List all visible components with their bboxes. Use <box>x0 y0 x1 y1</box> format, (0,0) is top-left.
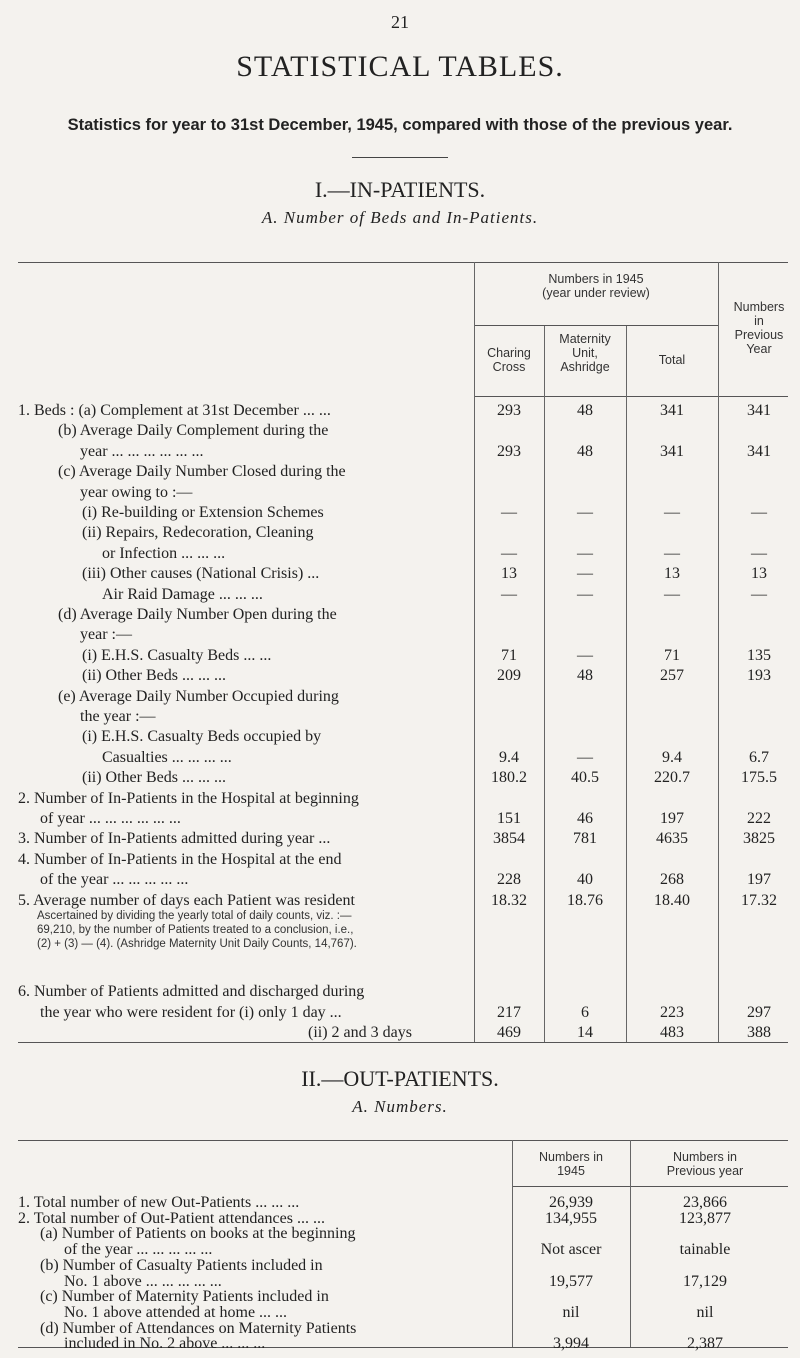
cell-value: 17.32 <box>741 891 777 909</box>
header-numbers-1945: Numbers in 1945 (year under review) <box>542 272 650 300</box>
table-row <box>0 788 800 810</box>
table-row <box>0 981 800 1003</box>
cell-value: 134,955 <box>545 1209 597 1227</box>
row-label: year :— <box>80 626 132 644</box>
table-row <box>0 441 800 463</box>
cell-value: — <box>751 585 767 603</box>
cell-value: 48 <box>577 402 593 419</box>
table-row <box>0 604 800 626</box>
table-row <box>0 522 800 544</box>
cell-value: 13 <box>664 565 680 583</box>
row-label: 6. Number of Patients admitted and discharged during <box>18 983 365 1000</box>
table-row <box>0 400 800 422</box>
page-subtitle: Statistics for year to 31st December, 1945, compared with those of the previous year. <box>67 116 733 134</box>
table-row <box>0 808 800 830</box>
cell-value: 4635 <box>656 830 688 848</box>
row-label: 3. Number of In-Patients admitted during year ... <box>18 830 331 848</box>
cell-value: — <box>501 544 517 562</box>
row-label: (i) E.H.S. Casualty Beds occupied by <box>82 728 322 746</box>
row-label: (b) Average Daily Complement during the <box>58 422 329 440</box>
inpatients-subheading: A. Number of Beds and In-Patients. <box>261 208 539 227</box>
row-label: (a) Number of Patients on books at the beginning <box>40 1225 356 1243</box>
average-days-note: Ascertained by dividing the yearly total of daily counts, viz. :— 69,210, by the number of Patients treated to a conclusion, i.e., (2) + (3) — (4). (Ashridge Maternity Unit Daily Counts, 14,767). <box>37 910 357 950</box>
table-row <box>0 686 800 708</box>
cell-value: 40.5 <box>571 769 599 787</box>
cell-value: 71 <box>664 646 680 664</box>
cell-value: 257 <box>660 667 684 685</box>
cell-value: 293 <box>497 402 521 419</box>
header-out-1945: Numbers in 1945 <box>539 1150 603 1178</box>
table2-top-rule <box>18 1140 788 1141</box>
cell-value: 48 <box>577 442 593 460</box>
header-previous-year: Numbers in Previous Year <box>733 300 785 356</box>
row-label: No. 1 above ... ... ... ... ... <box>64 1272 222 1290</box>
header-out-previous: Numbers in Previous year <box>666 1150 744 1178</box>
cell-value: 341 <box>747 402 771 419</box>
row-label: 2. Number of In-Patients in the Hospital at beginning <box>18 789 359 807</box>
row-label: 1. Beds : (a) Complement at 31st December ... ... <box>18 402 331 419</box>
cell-value: — <box>577 504 593 521</box>
cell-value: 193 <box>747 667 771 685</box>
row-label: of the year ... ... ... ... ... <box>40 871 189 889</box>
cell-value: 6 <box>581 1003 589 1021</box>
table-row <box>0 869 800 891</box>
outpatients-subheading: A. Numbers. <box>352 1097 448 1116</box>
row-label: (ii) Repairs, Redecoration, Cleaning <box>82 524 314 542</box>
table-row <box>0 624 800 646</box>
inpatients-heading: I.—IN-PATIENTS. <box>314 177 486 202</box>
row-label: of year ... ... ... ... ... ... <box>40 810 181 827</box>
row-label: 1. Total number of new Out-Patients ... ... ... <box>18 1194 300 1211</box>
cell-value: 180.2 <box>491 769 527 787</box>
cell-value: 48 <box>577 667 593 685</box>
row-label: of the year ... ... ... ... ... <box>64 1241 213 1259</box>
cell-value: — <box>577 565 593 583</box>
row-label: 5. Average number of days each Patient was resident <box>18 891 355 909</box>
cell-value: 483 <box>660 1024 684 1041</box>
row-label: Air Raid Damage ... ... ... <box>102 585 263 603</box>
table-row <box>0 767 800 789</box>
table2-header-rule <box>512 1186 788 1187</box>
cell-value: 3854 <box>493 830 525 848</box>
cell-value: 71 <box>501 646 517 664</box>
cell-value: 151 <box>497 810 521 827</box>
row-label: the year who were resident for (i) only 1 day ... <box>40 1003 342 1021</box>
cell-value: 13 <box>501 565 517 583</box>
table-row <box>0 420 800 442</box>
cell-value: — <box>664 544 680 562</box>
cell-value: 469 <box>497 1024 521 1041</box>
cell-value: 18.40 <box>654 891 690 909</box>
cell-value: 175.5 <box>741 769 777 787</box>
row-label: year owing to :— <box>80 483 193 501</box>
row-label: the year :— <box>80 708 156 725</box>
cell-value: 3,994 <box>553 1335 589 1353</box>
cell-value: — <box>501 504 517 521</box>
table-row <box>0 665 800 687</box>
row-label: (ii) 2 and 3 days <box>308 1024 412 1041</box>
row-label: (d) Average Daily Number Open during the <box>58 606 337 623</box>
table-row <box>0 563 800 585</box>
cell-value: 297 <box>747 1003 771 1021</box>
cell-value: — <box>577 544 593 562</box>
cell-value: 9.4 <box>662 748 682 766</box>
cell-value: 40 <box>577 871 593 889</box>
header-charing-cross: Charing Cross <box>487 346 531 374</box>
table-row <box>0 482 800 504</box>
row-label: 2. Total number of Out-Patient attendances ... ... <box>18 1209 325 1227</box>
cell-value: 293 <box>497 442 521 460</box>
cell-value: — <box>577 646 593 664</box>
table1-group-rule <box>474 325 718 326</box>
cell-value: 197 <box>660 810 684 827</box>
row-label: (i) Re-building or Extension Schemes <box>82 504 324 521</box>
row-label: (ii) Other Beds ... ... ... <box>82 667 226 685</box>
table-row <box>0 828 800 850</box>
cell-value: 220.7 <box>654 769 690 787</box>
row-label: (i) E.H.S. Casualty Beds ... ... <box>82 646 272 664</box>
cell-value: — <box>751 544 767 562</box>
cell-value: 197 <box>747 871 771 889</box>
row-label: 4. Number of In-Patients in the Hospital at the end <box>18 850 342 868</box>
outpatients-heading: II.—OUT-PATIENTS. <box>301 1066 499 1091</box>
cell-value: 228 <box>497 871 521 889</box>
row-label: (e) Average Daily Number Occupied during <box>58 687 339 705</box>
row-label: (b) Number of Casualty Patients included in <box>40 1256 323 1274</box>
table-row <box>0 1002 800 1024</box>
table-row <box>0 584 800 606</box>
cell-value: — <box>751 504 767 521</box>
cell-value: — <box>664 585 680 603</box>
row-label: (c) Average Daily Number Closed during the <box>58 463 346 481</box>
cell-value: 19,577 <box>549 1272 593 1290</box>
table-row <box>0 502 800 524</box>
cell-value: nil <box>696 1303 714 1321</box>
table-row <box>0 706 800 728</box>
cell-value: 3825 <box>743 830 775 848</box>
cell-value: Not ascer <box>540 1241 602 1259</box>
cell-value: tainable <box>679 1241 731 1259</box>
table-row <box>0 1333 800 1355</box>
row-label: (ii) Other Beds ... ... ... <box>82 769 226 787</box>
cell-value: 123,877 <box>679 1209 731 1227</box>
row-label: (d) Number of Attendances on Maternity Patients <box>40 1319 357 1337</box>
page-title: STATISTICAL TABLES. <box>236 50 564 83</box>
cell-value: 781 <box>573 830 597 848</box>
title-rule <box>352 157 448 158</box>
row-label: year ... ... ... ... ... ... <box>80 442 204 460</box>
row-label: Casualties ... ... ... ... <box>102 748 232 766</box>
table-row <box>0 1022 800 1044</box>
row-label: included in No. 2 above ... ... ... <box>64 1335 266 1353</box>
cell-value: — <box>664 504 680 521</box>
cell-value: 341 <box>747 442 771 460</box>
cell-value: 26,939 <box>549 1194 593 1211</box>
row-label: or Infection ... ... ... <box>102 544 226 562</box>
table-row <box>0 726 800 748</box>
cell-value: 14 <box>577 1024 593 1041</box>
cell-value: 388 <box>747 1024 771 1041</box>
table-row <box>0 543 800 565</box>
table1-top-rule <box>18 262 788 263</box>
cell-value: 341 <box>660 442 684 460</box>
cell-value: 135 <box>747 646 771 664</box>
cell-value: 223 <box>660 1003 684 1021</box>
table1-header-rule <box>474 396 788 397</box>
cell-value: 23,866 <box>683 1194 727 1211</box>
table-row <box>0 849 800 871</box>
cell-value: 341 <box>660 402 684 419</box>
cell-value: 217 <box>497 1003 521 1021</box>
cell-value: — <box>577 585 593 603</box>
table-row <box>0 461 800 483</box>
cell-value: nil <box>562 1303 580 1321</box>
row-label: No. 1 above attended at home ... ... <box>64 1303 288 1321</box>
cell-value: — <box>577 748 593 766</box>
cell-value: — <box>501 585 517 603</box>
table-row <box>0 747 800 769</box>
cell-value: 9.4 <box>499 748 519 766</box>
row-label: (c) Number of Maternity Patients included in <box>40 1288 329 1306</box>
cell-value: 209 <box>497 667 521 685</box>
cell-value: 268 <box>660 871 684 889</box>
cell-value: 17,129 <box>683 1272 727 1290</box>
cell-value: 13 <box>751 565 767 583</box>
cell-value: 6.7 <box>749 748 769 766</box>
table-row <box>0 645 800 667</box>
cell-value: 18.76 <box>567 891 603 909</box>
cell-value: 2,387 <box>687 1335 723 1353</box>
header-maternity-unit: Maternity Unit, Ashridge <box>559 332 611 374</box>
cell-value: 222 <box>747 810 771 827</box>
row-label: (iii) Other causes (National Crisis) ... <box>82 565 320 583</box>
cell-value: 18.32 <box>491 891 527 909</box>
header-total: Total <box>658 353 686 367</box>
cell-value: 46 <box>577 810 593 827</box>
page-number: 21 <box>391 12 409 32</box>
